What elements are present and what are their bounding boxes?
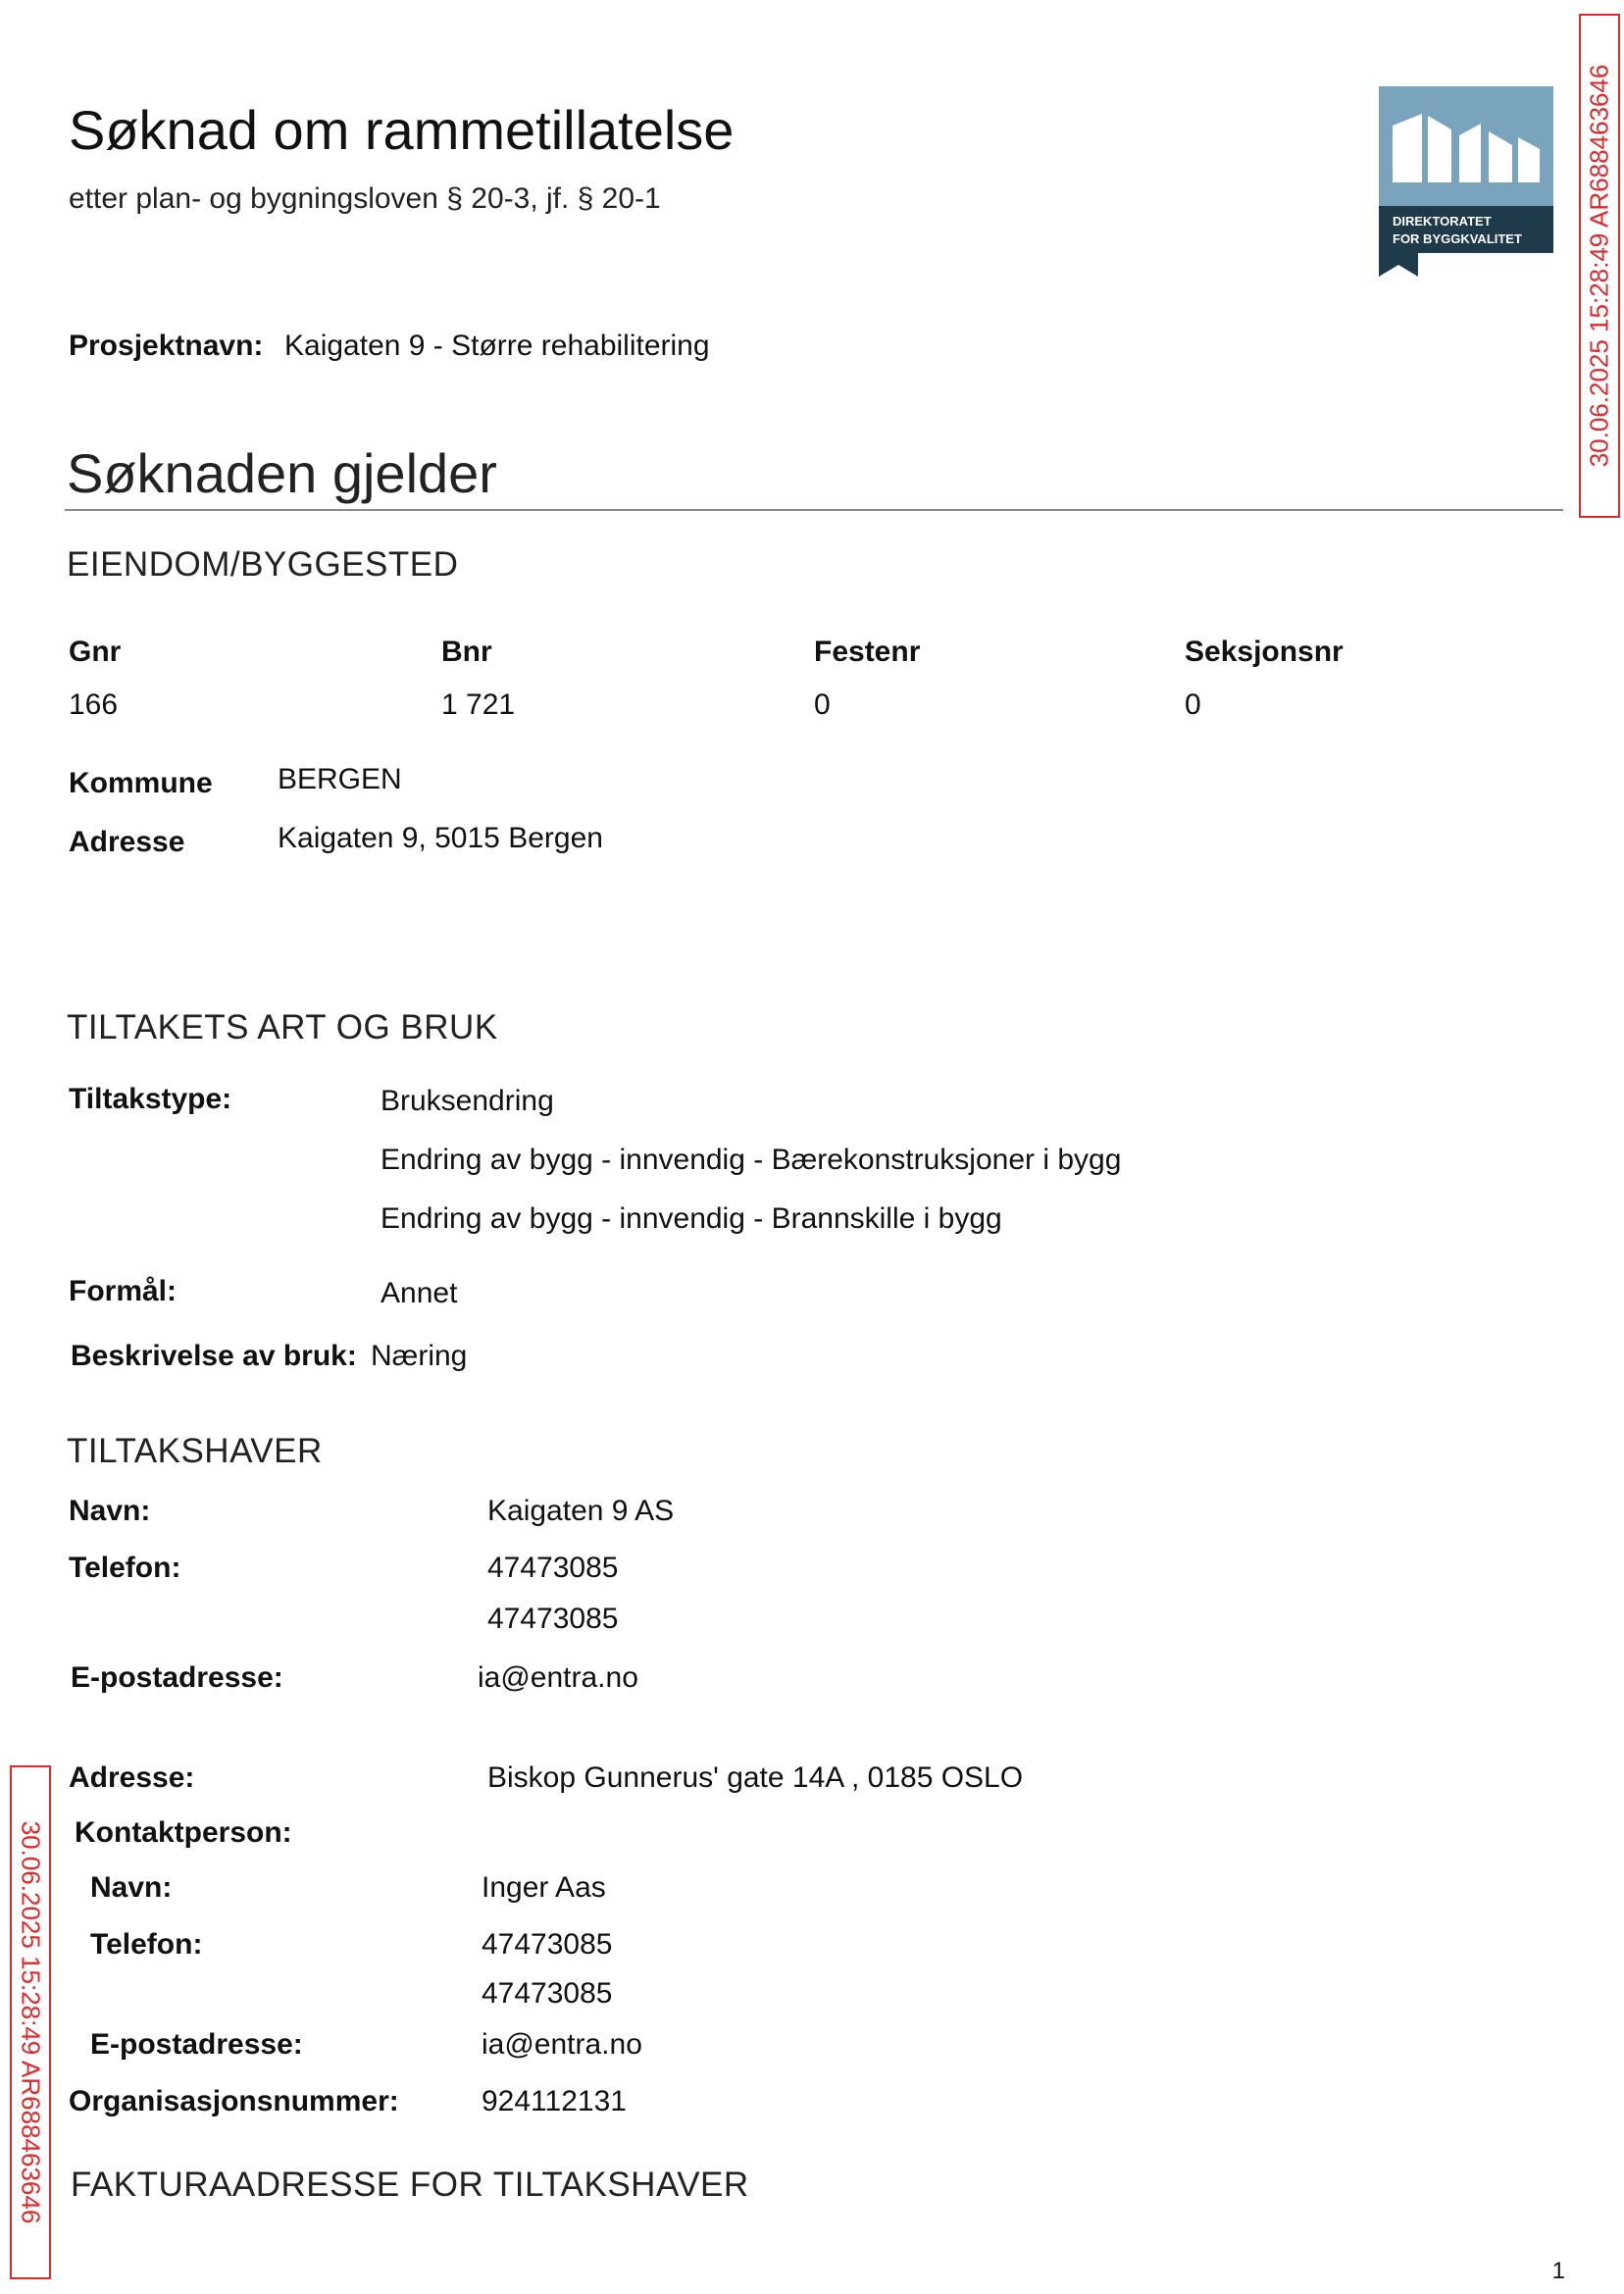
festenr-value: 0 — [814, 688, 831, 721]
formal-value: Annet — [381, 1277, 458, 1309]
kontaktperson-label: Kontaktperson: — [75, 1816, 292, 1849]
tiltakstype-2: Endring av bygg - innvendig - Bærekonstruksjoner i bygg — [381, 1144, 1122, 1176]
seksjonsnr-value: 0 — [1185, 688, 1201, 721]
kp-navn-value: Inger Aas — [482, 1871, 606, 1904]
gnr-label: Gnr — [69, 636, 122, 668]
stamp-text: 30.06.2025 15:28:49 AR688463646 — [1584, 64, 1614, 468]
th-navn-value: Kaigaten 9 AS — [487, 1495, 675, 1527]
property-heading: EIENDOM/BYGGESTED — [67, 545, 459, 584]
th-epost-label: E-postadresse: — [71, 1661, 283, 1694]
logo-text-2: FOR BYGGKVALITET — [1393, 231, 1522, 246]
adresse-value: Kaigaten 9, 5015 Bergen — [278, 822, 603, 854]
section-title: Søknaden gjelder — [67, 442, 497, 504]
page-subtitle: etter plan- og bygningsloven § 20-3, jf. § 20-1 — [69, 182, 661, 215]
tiltak-heading: TILTAKETS ART OG BRUK — [67, 1008, 498, 1046]
th-adresse-value: Biskop Gunnerus' gate 14A , 0185 OSLO — [487, 1761, 1024, 1794]
kp-navn-label: Navn: — [90, 1871, 173, 1904]
seksjonsnr-label: Seksjonsnr — [1185, 636, 1344, 668]
kp-telefon-2: 47473085 — [482, 1977, 613, 2010]
tiltakshaver-heading: TILTAKSHAVER — [67, 1432, 323, 1470]
bnr-value: 1 721 — [441, 688, 516, 721]
th-navn-label: Navn: — [69, 1495, 151, 1527]
project-label: Prosjektnavn: — [69, 330, 264, 362]
timestamp-stamp-right — [1579, 14, 1620, 518]
tiltakstype-1: Bruksendring — [381, 1085, 554, 1117]
th-telefon-1: 47473085 — [487, 1552, 619, 1584]
tiltakstype-3: Endring av bygg - innvendig - Brannskille i bygg — [381, 1202, 1002, 1235]
timestamp-stamp-left — [10, 1765, 51, 2279]
adresse-label: Adresse — [69, 826, 185, 858]
bruk-value: Næring — [371, 1340, 468, 1372]
kp-telefon-1: 47473085 — [482, 1928, 613, 1961]
kp-telefon-label: Telefon: — [90, 1928, 203, 1961]
th-adresse-label: Adresse: — [69, 1761, 195, 1794]
th-telefon-2: 47473085 — [487, 1603, 619, 1635]
th-telefon-label: Telefon: — [69, 1552, 181, 1584]
tiltakstype-label: Tiltakstype: — [69, 1083, 232, 1115]
kp-epost-value: ia@entra.no — [482, 2028, 642, 2061]
bnr-label: Bnr — [441, 636, 492, 668]
page-number: 1 — [1551, 2258, 1565, 2284]
faktura-heading: FAKTURAADRESSE FOR TILTAKSHAVER — [71, 2166, 749, 2204]
kommune-label: Kommune — [69, 767, 213, 799]
org-value: 924112131 — [482, 2085, 627, 2117]
logo-text-1: DIREKTORATET — [1393, 214, 1492, 229]
page-title: Søknad om rammetillatelse — [69, 99, 735, 161]
formal-label: Formål: — [69, 1275, 178, 1307]
kp-epost-label: E-postadresse: — [90, 2028, 303, 2061]
bruk-label: Beskrivelse av bruk: — [71, 1340, 357, 1372]
stamp-text-left: 30.06.2025 15:28:49 AR688463646 — [16, 1820, 46, 2224]
festenr-label: Festenr — [814, 636, 921, 668]
dibk-logo — [1379, 86, 1553, 277]
kommune-value: BERGEN — [278, 763, 402, 795]
project-value: Kaigaten 9 - Større rehabilitering — [284, 330, 710, 362]
th-epost-value: ia@entra.no — [478, 1661, 638, 1694]
org-label: Organisasjonsnummer: — [69, 2085, 399, 2117]
gnr-value: 166 — [69, 688, 119, 721]
section-divider — [65, 509, 1563, 511]
